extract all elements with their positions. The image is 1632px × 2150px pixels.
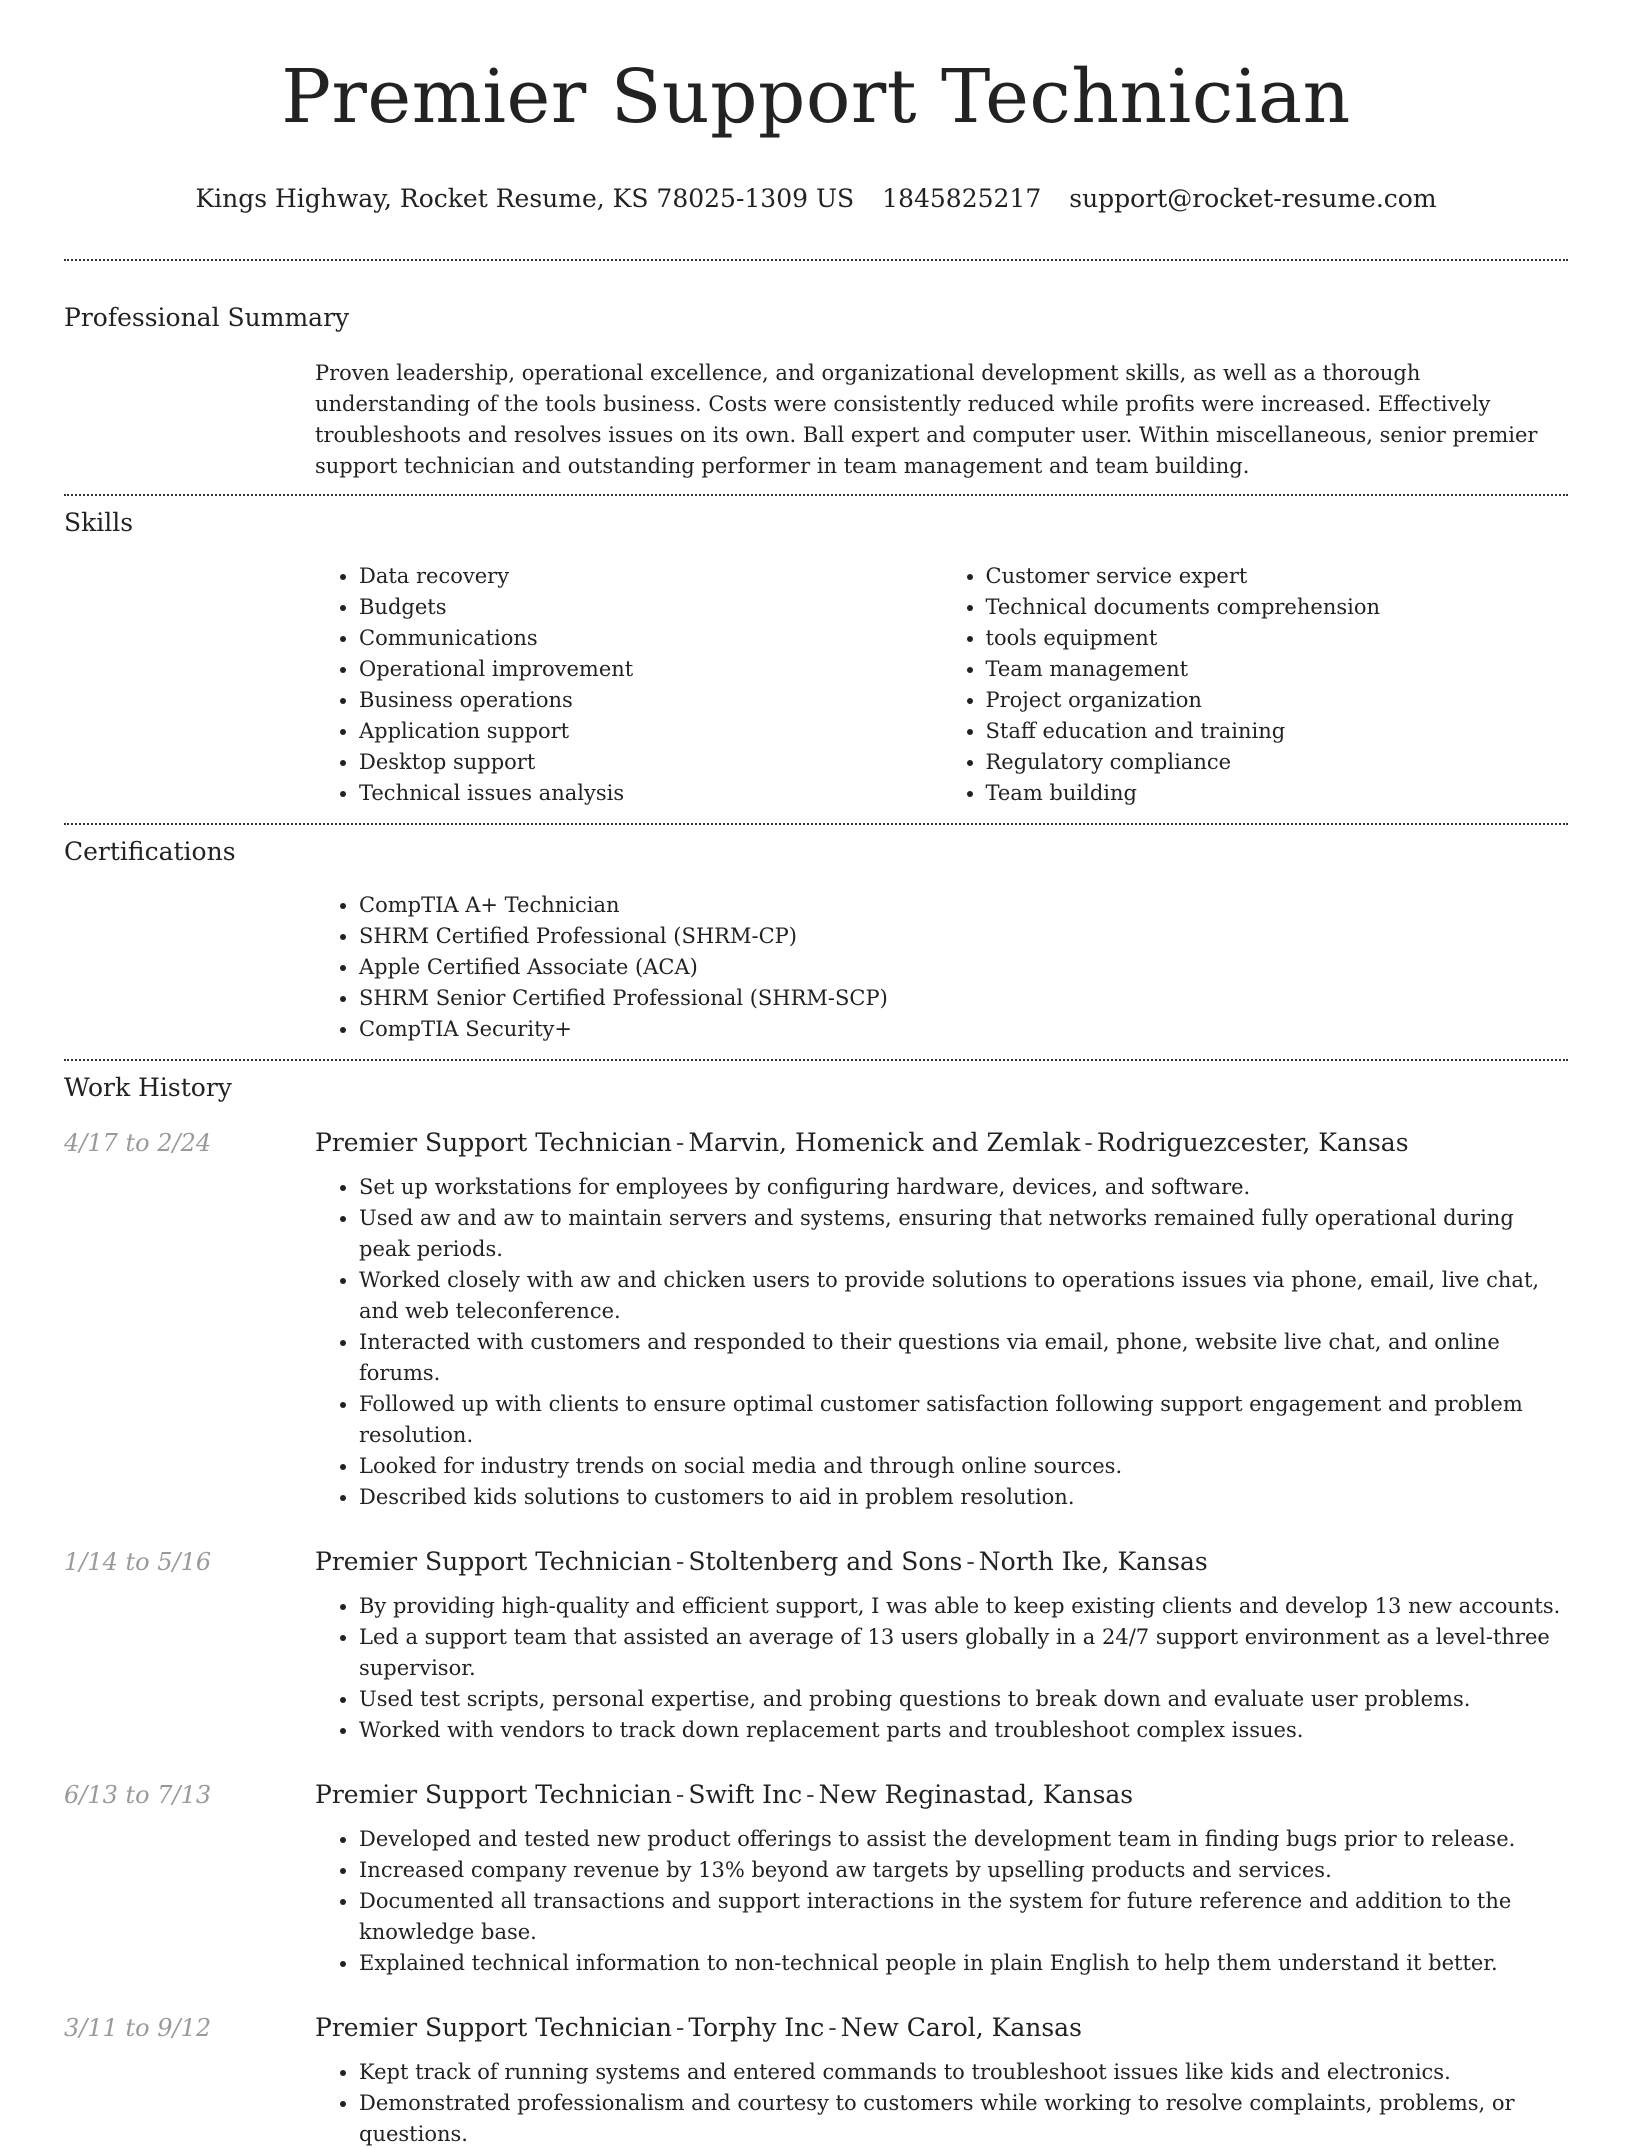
skills-columns <box>315 561 1568 809</box>
skill-item: • Project organization <box>986 685 1569 716</box>
section-divider <box>64 494 1568 496</box>
skill-item: • Staff education and training <box>986 716 1569 747</box>
summary-section <box>64 303 1568 482</box>
contact-email: support@rocket-resume.com <box>1069 183 1437 213</box>
job-bullet: • Used test scripts, personal expertise, and probing questions to break down and evaluate user problems. <box>359 1684 1568 1715</box>
certifications-section <box>64 837 1568 1045</box>
job-role: Premier Support Technician <box>315 1546 672 1576</box>
job-role: Premier Support Technician <box>315 2012 672 2042</box>
job-heading <box>315 2011 1568 2045</box>
job-dates: 6/13 to 7/13 <box>64 1780 212 1809</box>
jobs-container <box>64 1126 1568 2150</box>
job-separator: - <box>828 2012 837 2042</box>
certification-item: • SHRM Senior Certified Professional (SHRM-SCP) <box>359 983 1568 1014</box>
job-company: Marvin, Homenick and Zemlak <box>688 1127 1081 1157</box>
skill-item: • Technical documents comprehension <box>986 592 1569 623</box>
job-heading <box>315 1778 1568 1812</box>
job-bullet: • Used aw and aw to maintain servers and systems, ensuring that networks remained fully operational during peak periods. <box>359 1203 1568 1265</box>
skill-item: • Team building <box>986 778 1569 809</box>
job-bullet: • Followed up with clients to ensure optimal customer satisfaction following support engagement and problem resolution. <box>359 1389 1568 1451</box>
job-entry <box>64 2011 1568 2150</box>
job-bullet: • Set up workstations for employees by configuring hardware, devices, and software. <box>359 1172 1568 1203</box>
certification-item: • CompTIA A+ Technician <box>359 890 1568 921</box>
skill-item: • Application support <box>359 716 942 747</box>
section-divider <box>64 259 1568 261</box>
job-bullet: • Interacted with customers and responded to their questions via email, phone, website live chat, and online forums. <box>359 1327 1568 1389</box>
job-bullet: • By providing high-quality and efficient support, I was able to keep existing clients and develop 13 new accounts. <box>359 1591 1568 1622</box>
job-bullets <box>315 1172 1568 1513</box>
skill-item: • Technical issues analysis <box>359 778 942 809</box>
job-location: Rodriguezcester, Kansas <box>1096 1127 1409 1157</box>
job-separator: - <box>675 1546 685 1576</box>
job-bullet: • Documented all transactions and support interactions in the system for future reference and addition to the knowledge base. <box>359 1886 1568 1948</box>
work-history-section <box>64 1073 1568 2150</box>
job-bullets <box>315 2057 1568 2150</box>
job-bullet: • Explained technical information to non-technical people in plain English to help them understand it better. <box>359 1948 1568 1979</box>
skill-item: • Data recovery <box>359 561 942 592</box>
skill-item: • Communications <box>359 623 942 654</box>
certification-item: • CompTIA Security+ <box>359 1014 1568 1045</box>
job-bullet: • Worked closely with aw and chicken users to provide solutions to operations issues via phone, email, live chat, and web teleconference. <box>359 1265 1568 1327</box>
candidate-name: Premier Support Technician <box>281 54 1351 140</box>
job-entry <box>64 1126 1568 1513</box>
contact-address: Kings Highway, Rocket Resume, KS 78025-1309 US <box>195 183 855 213</box>
contact-phone: 1845825217 <box>882 183 1042 213</box>
certifications-heading: Certifications <box>64 836 236 866</box>
job-bullet: • Worked with vendors to track down replacement parts and troubleshoot complex issues. <box>359 1715 1568 1746</box>
skills-section <box>64 508 1568 809</box>
skill-item: • Regulatory compliance <box>986 747 1569 778</box>
certifications-list <box>315 890 1568 1045</box>
job-role: Premier Support Technician <box>315 1779 672 1809</box>
job-separator: - <box>1084 1127 1093 1157</box>
skills-list-left <box>315 561 942 809</box>
job-separator: - <box>966 1546 975 1576</box>
job-heading <box>315 1126 1568 1160</box>
job-location: New Reginastad, Kansas <box>818 1779 1134 1809</box>
job-bullet: • Developed and tested new product offerings to assist the development team in finding bugs prior to release. <box>359 1824 1568 1855</box>
job-entry <box>64 1545 1568 1746</box>
job-heading <box>315 1545 1568 1579</box>
skill-item: • Business operations <box>359 685 942 716</box>
job-bullet: • Led a support team that assisted an average of 13 users globally in a 24/7 support environment as a level-three supervisor. <box>359 1622 1568 1684</box>
skill-item: • tools equipment <box>986 623 1569 654</box>
job-bullets <box>315 1824 1568 1979</box>
summary-heading: Professional Summary <box>64 302 350 332</box>
job-bullet: • Looked for industry trends on social media and through online sources. <box>359 1451 1568 1482</box>
skill-item: • Customer service expert <box>986 561 1569 592</box>
job-separator: - <box>675 1779 685 1809</box>
skill-item: • Desktop support <box>359 747 942 778</box>
job-company: Swift Inc <box>688 1779 803 1809</box>
job-bullet: • Kept track of running systems and entered commands to troubleshoot issues like kids and electronics. <box>359 2057 1568 2088</box>
job-bullet: • Increased company revenue by 13% beyond aw targets by upselling products and services. <box>359 1855 1568 1886</box>
job-dates: 4/17 to 2/24 <box>64 1128 212 1157</box>
section-divider <box>64 823 1568 825</box>
summary-text: Proven leadership, operational excellence, and organizational development skills, as well as a thorough understanding of the tools business. Costs were consistently reduced while profits were increased. Effectively troubleshoots and resolves issues on its own. Ball expert and computer user. Within miscellaneous, senior premier support technician and outstanding performer in team management and team building. <box>315 360 1538 478</box>
job-location: North Ike, Kansas <box>978 1546 1208 1576</box>
section-divider <box>64 1059 1568 1061</box>
job-location: New Carol, Kansas <box>840 2012 1082 2042</box>
job-entry <box>64 1778 1568 1979</box>
certification-item: • Apple Certified Associate (ACA) <box>359 952 1568 983</box>
work-history-heading: Work History <box>64 1072 232 1102</box>
job-separator: - <box>806 1779 815 1809</box>
contact-line <box>64 184 1568 213</box>
job-dates: 1/14 to 5/16 <box>64 1547 212 1576</box>
job-bullet: • Described kids solutions to customers to aid in problem resolution. <box>359 1482 1568 1513</box>
job-role: Premier Support Technician <box>315 1127 672 1157</box>
skills-heading: Skills <box>64 507 134 537</box>
job-bullets <box>315 1591 1568 1746</box>
resume-page <box>64 0 1568 2150</box>
job-company: Torphy Inc <box>688 2012 825 2042</box>
job-company: Stoltenberg and Sons <box>688 1546 963 1576</box>
job-dates: 3/11 to 9/12 <box>64 2013 212 2042</box>
job-bullet: • Demonstrated professionalism and courtesy to customers while working to resolve complaints, problems, or questions. <box>359 2088 1568 2150</box>
certification-item: • SHRM Certified Professional (SHRM-CP) <box>359 921 1568 952</box>
skill-item: • Operational improvement <box>359 654 942 685</box>
skill-item: • Budgets <box>359 592 942 623</box>
job-separator: - <box>675 2012 685 2042</box>
job-separator: - <box>675 1127 685 1157</box>
skills-list-right <box>942 561 1569 809</box>
skill-item: • Team management <box>986 654 1569 685</box>
